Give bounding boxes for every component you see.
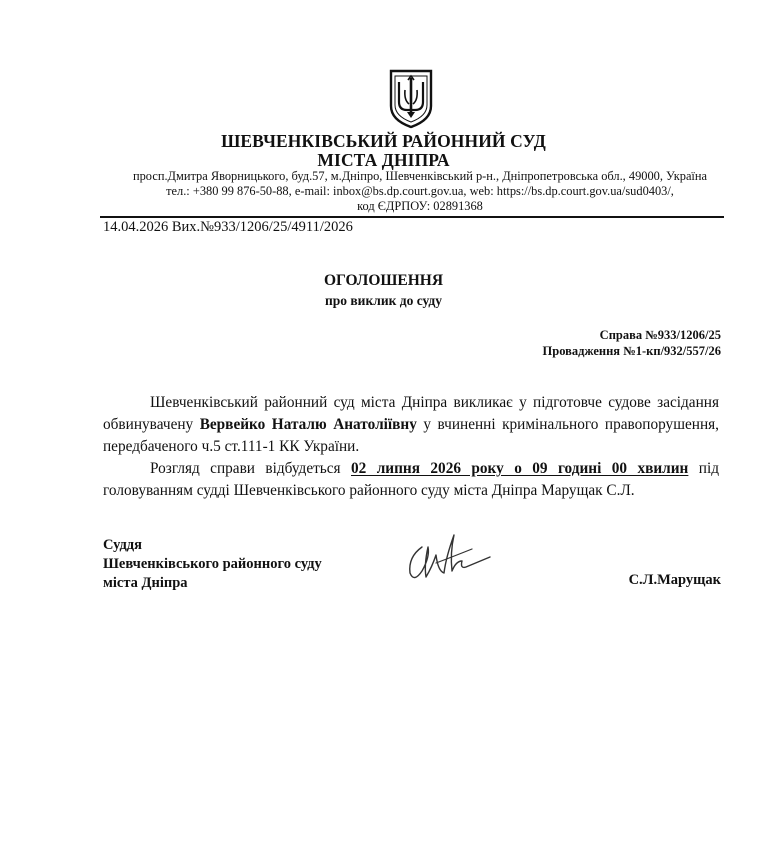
address-line3: код ЄДРПОУ: 02891368 [357, 199, 483, 213]
judge-name: С.Л.Марущак [628, 572, 721, 588]
hearing-text: Розгляд справи відбудеться [150, 460, 351, 477]
announcement-body [103, 392, 719, 502]
signature-label-court: Шевченківського районного суду [103, 556, 322, 572]
court-name-line2: МІСТА ДНІПРА [317, 150, 450, 170]
presiding-text: під головуванням судді Шевченківського районного суду міста Дніпра Марущак С.Л. [103, 460, 719, 499]
summons-text: Шевченківський районний суд міста Дніпра викликає у підготовче судове засідання обвинувачену [103, 394, 719, 433]
handwritten-signature-icon [402, 527, 492, 585]
document-title: ОГОЛОШЕННЯ [323, 272, 444, 289]
outgoing-number: 14.04.2026 Вих.№933/1206/25/4911/2026 [103, 219, 353, 235]
header-divider [100, 216, 724, 218]
defendant-name: Вервейко Наталю Анатоліївну [199, 416, 417, 433]
signature-label-judge: Суддя [103, 537, 142, 553]
court-name-line1: ШЕВЧЕНКІВСЬКИЙ РАЙОННИЙ СУД [221, 131, 546, 151]
charge-text: у вчиненні кримінального правопорушення, передбаченого ч.5 ст.111-1 КК України. [103, 416, 720, 455]
signature-label-city: міста Дніпра [103, 575, 188, 591]
proceeding-number: Провадження №1-кп/932/557/26 [542, 344, 721, 358]
document-subtitle: про виклик до суду [324, 293, 442, 308]
case-number: Справа №933/1206/25 [599, 328, 721, 342]
paragraph-summons [103, 392, 719, 458]
coat-of-arms-icon [387, 68, 435, 130]
address-line1: просп.Дмитра Яворницького, буд.57, м.Дніпро, Шевченківський р-н., Дніпропетровська обл., 49000, Україна [132, 169, 708, 183]
hearing-date: 02 липня 2026 року о 09 годині 00 хвилин [351, 460, 689, 477]
paragraph-hearing [103, 458, 719, 502]
address-line2: тел.: +380 99 876-50-88, e-mail: inbox@bs.dp.court.gov.ua, web: https://bs.dp.court.gov.ua/sud0403/, [166, 184, 674, 198]
